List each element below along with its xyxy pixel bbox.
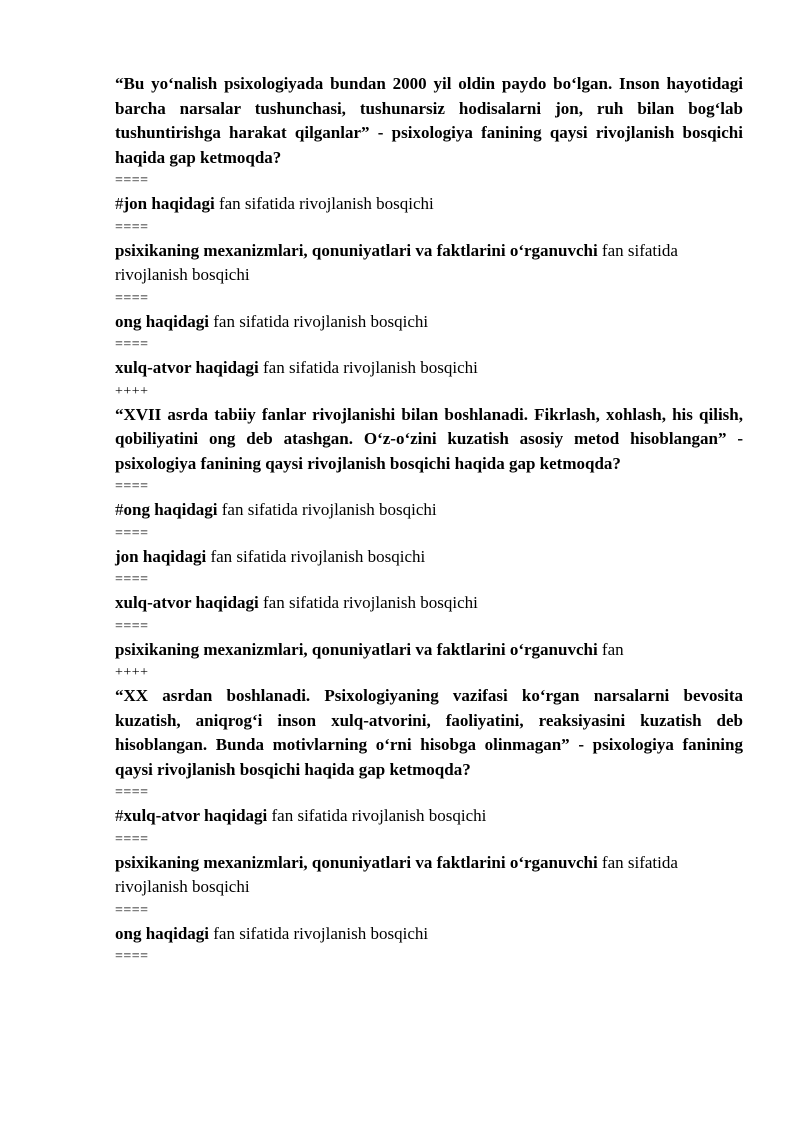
separator: ==== <box>115 219 149 235</box>
answer-rest: fan sifatida rivojlanish bosqichi <box>258 358 478 377</box>
answer-bold: xulq-atvor haqidagi <box>115 358 259 377</box>
separator: ==== <box>115 572 149 587</box>
answer-bold: xulq-atvor haqidagi <box>123 806 268 825</box>
answer-bold: jon haqidagi <box>123 194 215 213</box>
answer-rest: fan sifatida rivojlanish bosqichi <box>217 500 437 519</box>
question-text: “XX asrdan boshlanadi. Psixologiyaning vazifasi ko‘rgan narsalarni bevosita kuzatish, aniqrog‘i inson xulq-atvorini, faoliyatini, reaksiyasini kuzatish deb hisoblangan. Bunda motivlarning o‘rni hisobga olinmagan” - psixologiya fanining qaysi rivojlanish bosqichi haqida gap ketmoqda? <box>115 686 743 779</box>
answer-option <box>115 638 743 663</box>
answer-bold: psixikaning mexanizmlari, qonuniyatlari va faktlarini o‘rganuvchi <box>115 240 598 260</box>
answer-option <box>115 545 743 570</box>
answer-option <box>115 310 743 335</box>
document-page <box>115 72 743 968</box>
answer-option <box>115 922 743 947</box>
separator: ==== <box>115 785 149 800</box>
answer-rest: fan sifatida rivojlanish bosqichi <box>258 593 478 612</box>
answer-bold: psixikaning mexanizmlari, qonuniyatlari va faktlarini o‘rganuvchi <box>115 639 598 659</box>
block-end-marker: ++++ <box>115 383 149 399</box>
question-text: “XVII asrda tabiiy fanlar rivojlanishi bilan boshlanadi. Fikrlash, xohlash, his qilish, qobiliyatini ong deb atashgan. O‘z-o‘zini kuzatish asosiy metod hisoblangan” - psixologiya fanining qaysi rivojlanish bosqichi haqida gap ketmoqda? <box>115 404 743 473</box>
block-end-marker: ++++ <box>115 665 149 680</box>
answer-bold: jon haqidagi <box>115 546 207 566</box>
separator: ==== <box>115 337 149 352</box>
answer-bold: xulq-atvor haqidagi <box>115 593 259 612</box>
answer-rest: fan sifatida rivojlanish bosqichi <box>206 546 426 566</box>
answer-bold: ong haqidagi <box>115 311 210 331</box>
answer-rest: fan sifatida rivojlanish bosqichi <box>115 852 678 896</box>
answer-rest: fan sifatida rivojlanish bosqichi <box>214 194 434 213</box>
answer-option <box>115 192 743 217</box>
answer-rest: fan sifatida rivojlanish bosqichi <box>209 311 429 331</box>
answer-rest: fan sifatida rivojlanish bosqichi <box>209 923 429 943</box>
answer-rest: fan sifatida rivojlanish bosqichi <box>115 240 678 284</box>
answer-rest: fan <box>597 639 624 659</box>
answer-option <box>115 804 743 829</box>
separator: ==== <box>115 618 149 634</box>
separator: ==== <box>115 479 149 494</box>
answer-prefix: # <box>115 806 124 825</box>
question-block <box>115 403 743 685</box>
separator: ==== <box>115 173 149 188</box>
question-block <box>115 684 743 968</box>
answer-bold: psixikaning mexanizmlari, qonuniyatlari va faktlarini o‘rganuvchi <box>115 852 598 872</box>
answer-option <box>115 851 743 900</box>
question-text: “Bu yo‘nalish psixologiyada bundan 2000 yil oldin paydo bo‘lgan. Inson hayotidagi barcha narsalar tushunchasi, tushunarsiz hodisalarni jon, ruh bilan bog‘lab tushuntirishga harakat qilganlar” - psixologiya fanining qaysi rivojlanish bosqichi haqida gap ketmoqda? <box>115 74 743 167</box>
separator: ==== <box>115 902 149 918</box>
answer-option <box>115 239 743 288</box>
answer-option <box>115 498 743 523</box>
answer-option <box>115 591 743 616</box>
answer-bold: ong haqidagi <box>115 923 210 943</box>
answer-prefix: # <box>115 194 124 213</box>
question-block <box>115 72 743 403</box>
block-end-marker: ==== <box>115 949 149 964</box>
answer-bold: ong haqidagi <box>123 500 218 519</box>
answer-rest: fan sifatida rivojlanish bosqichi <box>267 806 487 825</box>
separator: ==== <box>115 290 149 306</box>
separator: ==== <box>115 831 149 847</box>
answer-prefix: # <box>115 500 124 519</box>
separator: ==== <box>115 525 149 541</box>
answer-option <box>115 356 743 381</box>
